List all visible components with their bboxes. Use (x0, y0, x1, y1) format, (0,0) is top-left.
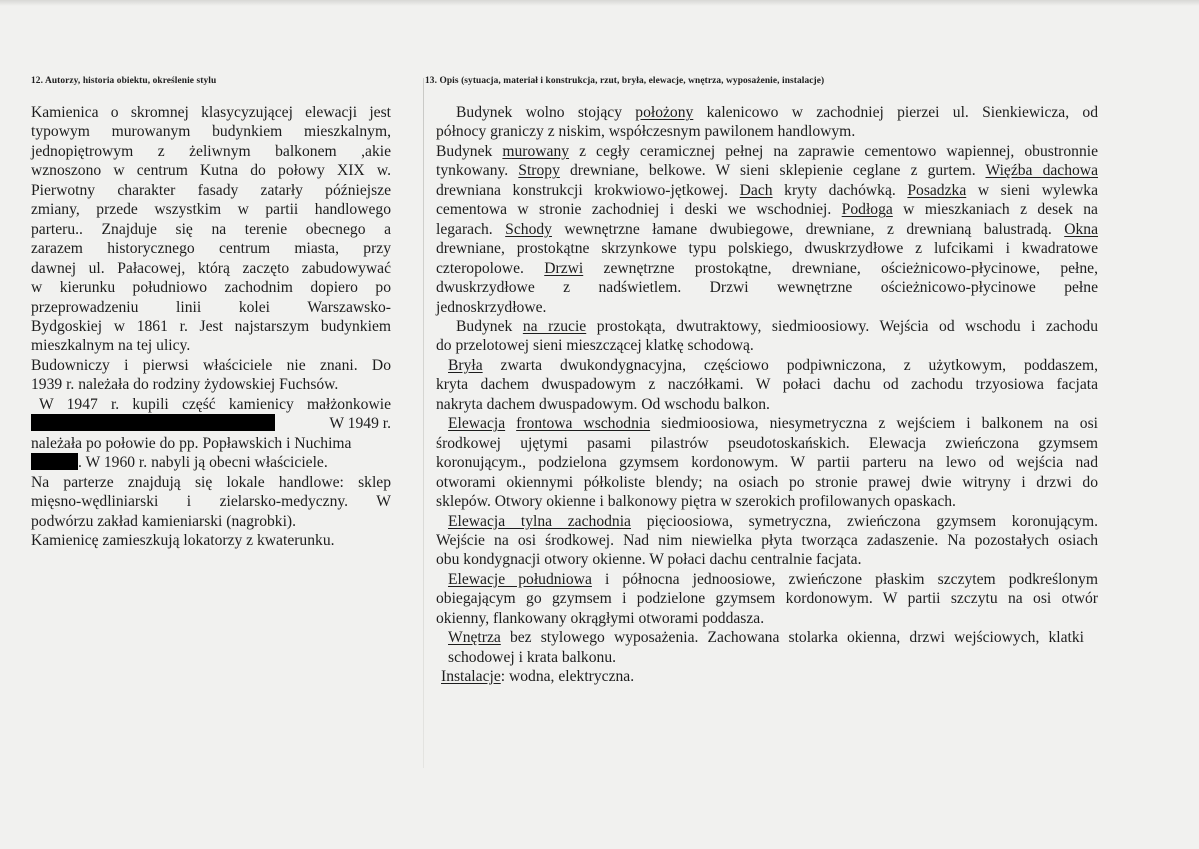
history-line: zarazem historycznego centrum miasta, przy (31, 240, 391, 258)
history-line: należała po połowie do pp. Popławskich i Nuchima (31, 434, 352, 452)
desc-line: otworami okiennymi półkoliste blendy; na osiach po stronie prawej dwie witryny i drzwi do (436, 473, 1098, 491)
history-line: jednopiętrowym z żeliwnym balkonem ,akie (31, 142, 391, 160)
redaction-bar (31, 414, 275, 431)
desc-line: Bryła zwarta dwukondygnacyjna, częściowo podpiwniczona, z użytkowym, poddaszem, (448, 356, 1098, 374)
desc-line: nakryta dachem dwuspadowym. Od wschodu balkon. (436, 395, 770, 413)
history-line: typowym murowanym budynkiem mieszkalnym, (31, 123, 391, 141)
desc-line: legarach. Schody wewnętrzne łamane dwubiegowe, drewniane, z drewnianą balustradą. Okna (436, 220, 1098, 238)
desc-line: dwuskrzydłowe z nadświetlem. Drzwi wewnętrzne ościeżnicowo-płycinowe pełne (436, 279, 1098, 297)
desc-line: sklepów. Otwory okienne i balkonowy piętra w szerokich profilowanych opaskach. (436, 493, 956, 511)
desc-line: Budynek murowany z cegły ceramicznej pełnej na zaprawie cementowo wapiennej, obustronnie (436, 142, 1098, 160)
desc-line: Elewacja tylna zachodnia pięcioosiowa, symetryczna, zwieńczona gzymsem koronującym. (448, 512, 1098, 530)
history-text (31, 103, 391, 550)
description-text (436, 103, 1098, 687)
desc-line: do przelotowej sieni mieszczącej klatkę schodową. (436, 337, 754, 355)
desc-line: cementowa w stronie zachodniej i deski we wschodniej. Podłoga w mieszkaniach z desek na (436, 201, 1098, 219)
scan-top-edge (0, 0, 1199, 6)
desc-line: Budynek na rzucie prostokąta, dwutraktowy, siedmioosiowy. Wejścia od wschodu i zachodu (456, 317, 1099, 335)
desc-line: drewniana konstrukcji krokwiowo-jętkowej. Dach kryty dachówką. Posadzka w sieni wylewka (436, 181, 1098, 199)
history-line: wznoszono w centrum Kutna do połowy XIX w. (31, 162, 391, 180)
history-line: Na parterze znajdują się lokale handlowe: sklep (31, 473, 391, 491)
desc-line: obu kondygnacji otwory okienne. W połaci dachu centralnie facjata. (436, 551, 862, 569)
desc-line: okienny, flankowany okrągłymi otworami poddasza. (436, 609, 765, 627)
history-line: Budowniczy i pierwsi właściciele nie znani. Do (31, 356, 391, 374)
history-line: Kamienicę zamieszkują lokatorzy z kwaterunku. (31, 531, 335, 549)
desc-line: tynkowany. Stropy drewniane, belkowe. W sieni sklepienie ceglane z gurtem. Więźba dachowa (436, 162, 1098, 180)
history-line: w kierunku południowo zachodnim dopiero po (31, 279, 391, 297)
history-line: podwórzu zakład kamieniarski (nagrobki). (31, 512, 297, 530)
history-line: W 1947 r. kupili część kamienicy małżonkowie (39, 395, 391, 413)
history-line-1949: W 1949 r. (31, 414, 391, 433)
history-line: przeprowadzeniu linii kolei Warszawsko- (31, 298, 391, 316)
history-line: dawnej ul. Pałacowej, którą zaczęto zabudowywać (31, 259, 391, 277)
history-line: Bydgoskiej w 1861 r. Jest najstarszym budynkiem (31, 317, 391, 335)
history-line: mięsno-wędliniarski i zielarsko-medyczny. W (31, 493, 391, 511)
history-line: Kamienica o skromnej klasycyzującej elewacji jest (31, 104, 391, 121)
history-line: 1939 r. należała do rodziny żydowskiej Fuchsów. (31, 376, 339, 394)
desc-line: Elewacje południowa i północna jednoosiowe, zwieńczone płaskim szczytem podkreślonym (448, 570, 1098, 588)
desc-line: jednoskrzydłowe. (436, 298, 547, 316)
desc-line: Instalacje: wodna, elektryczna. (441, 668, 635, 686)
desc-line: Wejście na osi środkowej. Nad nim niewielka płyta tworząca zadaszenie. Na pozostałych osiach (436, 531, 1098, 549)
history-line: Pierwotny charakter fasady zatarły późniejsze (31, 181, 391, 199)
history-line: parteru.. Znajduje się na terenie obecnego a (31, 220, 391, 238)
column-divider (423, 78, 424, 768)
desc-line: obiegającym go gzymsem i podzielone gzymsem kordonowym. W partii szczytu na osi otwór (436, 590, 1098, 608)
right-heading: 13. Opis (sytuacja, materiał i konstrukcja, rzut, bryła, elewacje, wnętrza, wyposażenie, instalacje) (425, 76, 825, 86)
desc-line: koronującym., podzielona gzymsem kordonowym. W partii parteru na lewo od wejścia nad (436, 454, 1098, 472)
desc-line: drewniane, prostokątne skrzynkowe typu polskiego, dwuskrzydłowe z lufcikami i kwadratowe (436, 240, 1098, 258)
desc-line: kryta dachem dwuspadowym z naczółkami. W połaci dachu od zachodu trzyosiowa facjata (436, 376, 1098, 394)
desc-line: Wnętrza bez stylowego wyposażenia. Zachowana stolarka okienna, drzwi wejściowych, klatki (448, 629, 1084, 647)
desc-line: czteropolowe. Drzwi zewnętrzne prostokątne, drewniane, ościeżnicowo-płycinowe, pełne, (436, 259, 1098, 277)
history-line: mieszkalnym na tej ulicy. (31, 337, 191, 355)
desc-line: schodowej i krata balkonu. (448, 648, 617, 666)
desc-line: środkowej ujętymi pasami pilastrów pseudotoskańskich. Elewacja zwieńczona gzymsem (436, 434, 1098, 452)
history-line-1960: . W 1960 r. nabyli ją obecni właściciele. (31, 453, 391, 472)
redaction-bar (31, 453, 78, 470)
desc-line: północy graniczy z niskim, współczesnym pawilonem handlowym. (436, 123, 856, 141)
desc-line: Elewacja frontowa wschodnia siedmioosiowa, niesymetryczna z wejściem i balkonem na osi (448, 415, 1098, 433)
history-line: zmiany, przede wszystkim w partii handlowego (31, 201, 391, 219)
left-heading: 12. Autorzy, historia obiektu, określenie stylu (31, 76, 217, 86)
desc-line: Budynek wolno stojący położony kalenicowo w zachodniej pierzei ul. Sienkiewicza, od (456, 104, 1098, 121)
